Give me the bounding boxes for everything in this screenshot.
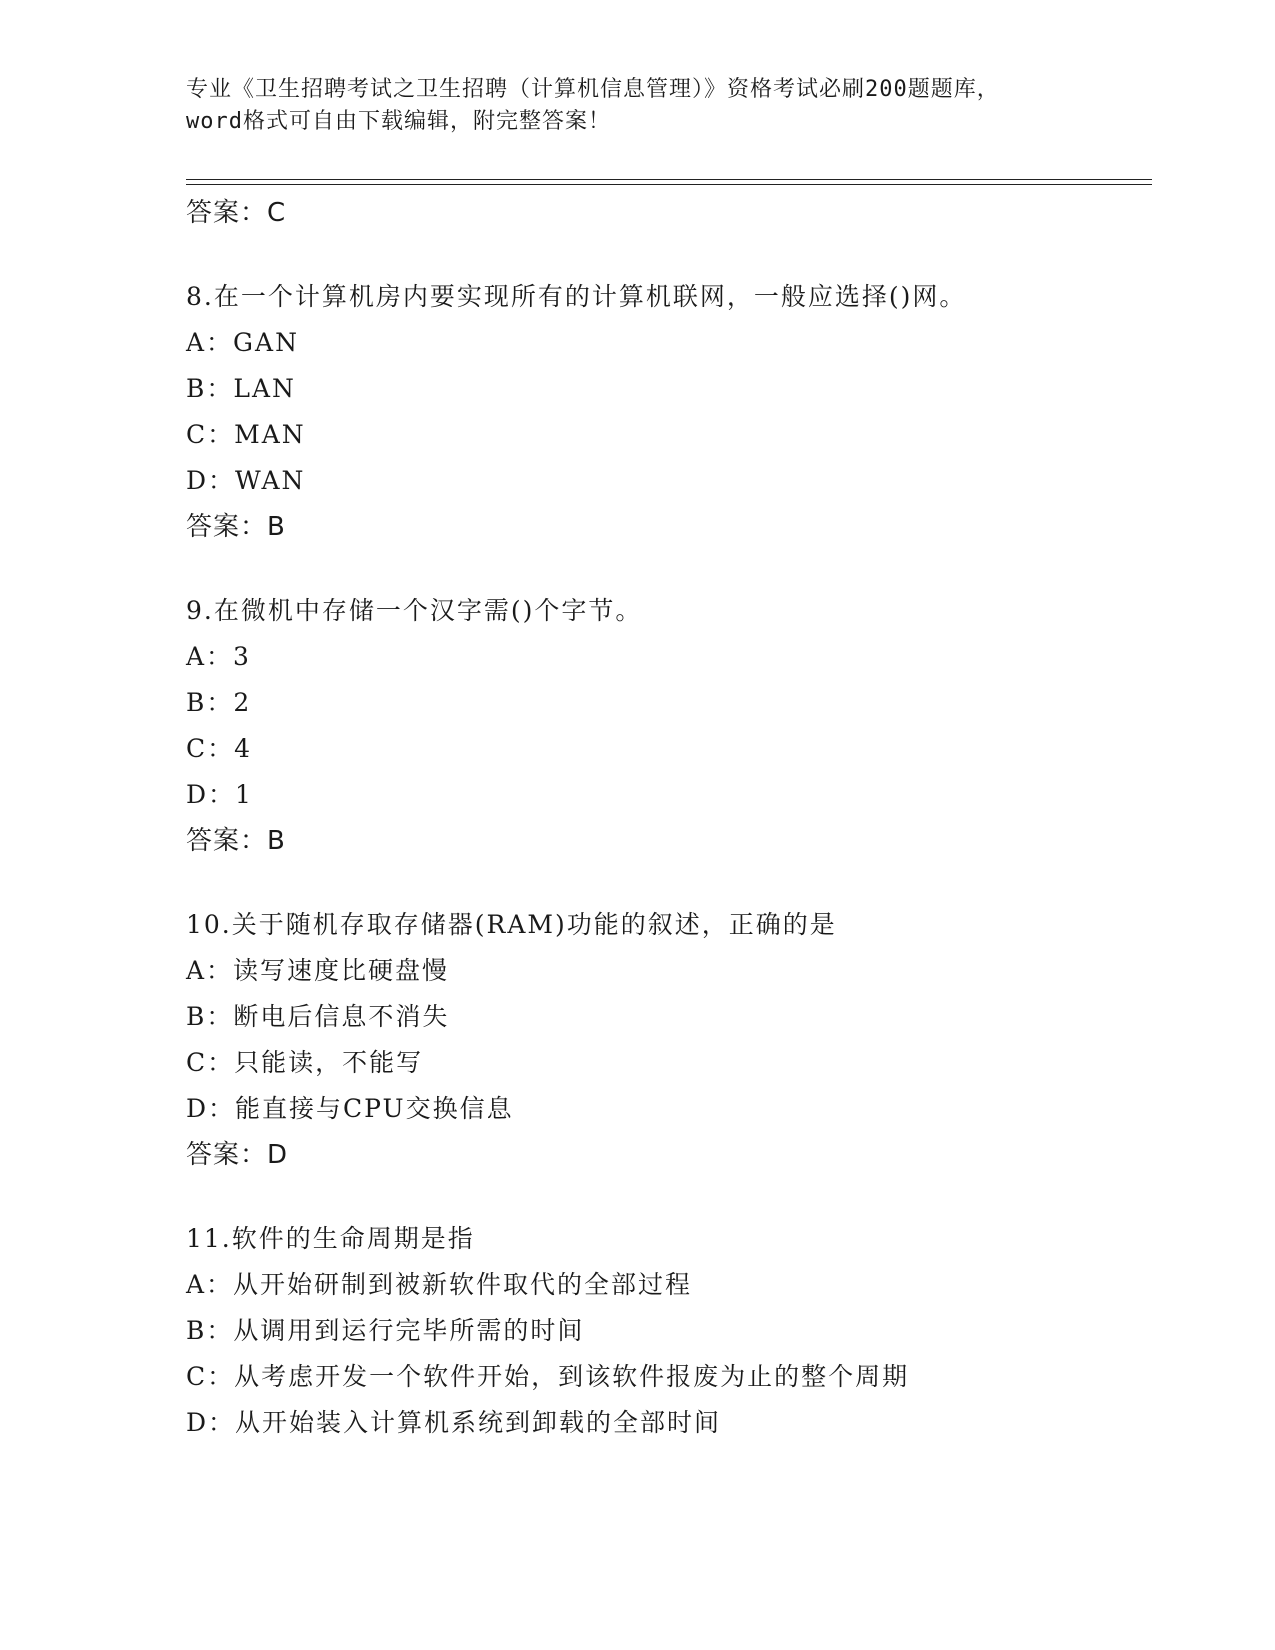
question-text: 9.在微机中存储一个汉字需()个字节。	[186, 596, 643, 625]
question-text: 10.关于随机存取存储器(RAM)功能的叙述，正确的是	[186, 910, 837, 939]
option-a: A：从开始研制到被新软件取代的全部过程	[186, 1270, 693, 1299]
option-d: D：能直接与CPU交换信息	[186, 1094, 514, 1123]
spacer	[186, 550, 1152, 588]
question-list	[186, 190, 1152, 1446]
spacer	[186, 1178, 1152, 1216]
spacer	[186, 236, 1152, 274]
header-line-1: 专业《卫生招聘考试之卫生招聘（计算机信息管理）》资格考试必刷200题题库，	[186, 77, 1000, 102]
answer-line: 答案：D	[186, 1140, 289, 1170]
spacer	[186, 864, 1152, 902]
option-b: B：2	[186, 688, 252, 717]
option-b: B：LAN	[186, 374, 296, 403]
option-c: C：从考虑开发一个软件开始，到该软件报废为止的整个周期	[186, 1362, 910, 1391]
option-a: A：3	[186, 642, 251, 671]
option-c: C：4	[186, 734, 253, 763]
header-divider	[186, 179, 1152, 185]
option-b: B：断电后信息不消失	[186, 1002, 450, 1031]
option-a: A：读写速度比硬盘慢	[186, 956, 450, 985]
question-text: 8.在一个计算机房内要实现所有的计算机联网，一般应选择()网。	[186, 282, 967, 311]
question-text: 11.软件的生命周期是指	[186, 1224, 475, 1253]
option-a: A：GAN	[186, 328, 299, 357]
option-d: D：从开始装入计算机系统到卸载的全部时间	[186, 1408, 722, 1437]
option-c: C：MAN	[186, 420, 306, 449]
answer-line: 答案：C	[186, 198, 287, 228]
header-line-2: word格式可自由下载编辑，附完整答案！	[186, 109, 611, 134]
option-d: D：1	[186, 780, 253, 809]
option-b: B：从调用到运行完毕所需的时间	[186, 1316, 585, 1345]
option-d: D：WAN	[186, 466, 306, 495]
answer-line: 答案：B	[186, 512, 286, 542]
answer-line: 答案：B	[186, 826, 286, 856]
document-header	[186, 74, 1086, 138]
option-c: C：只能读，不能写	[186, 1048, 424, 1077]
